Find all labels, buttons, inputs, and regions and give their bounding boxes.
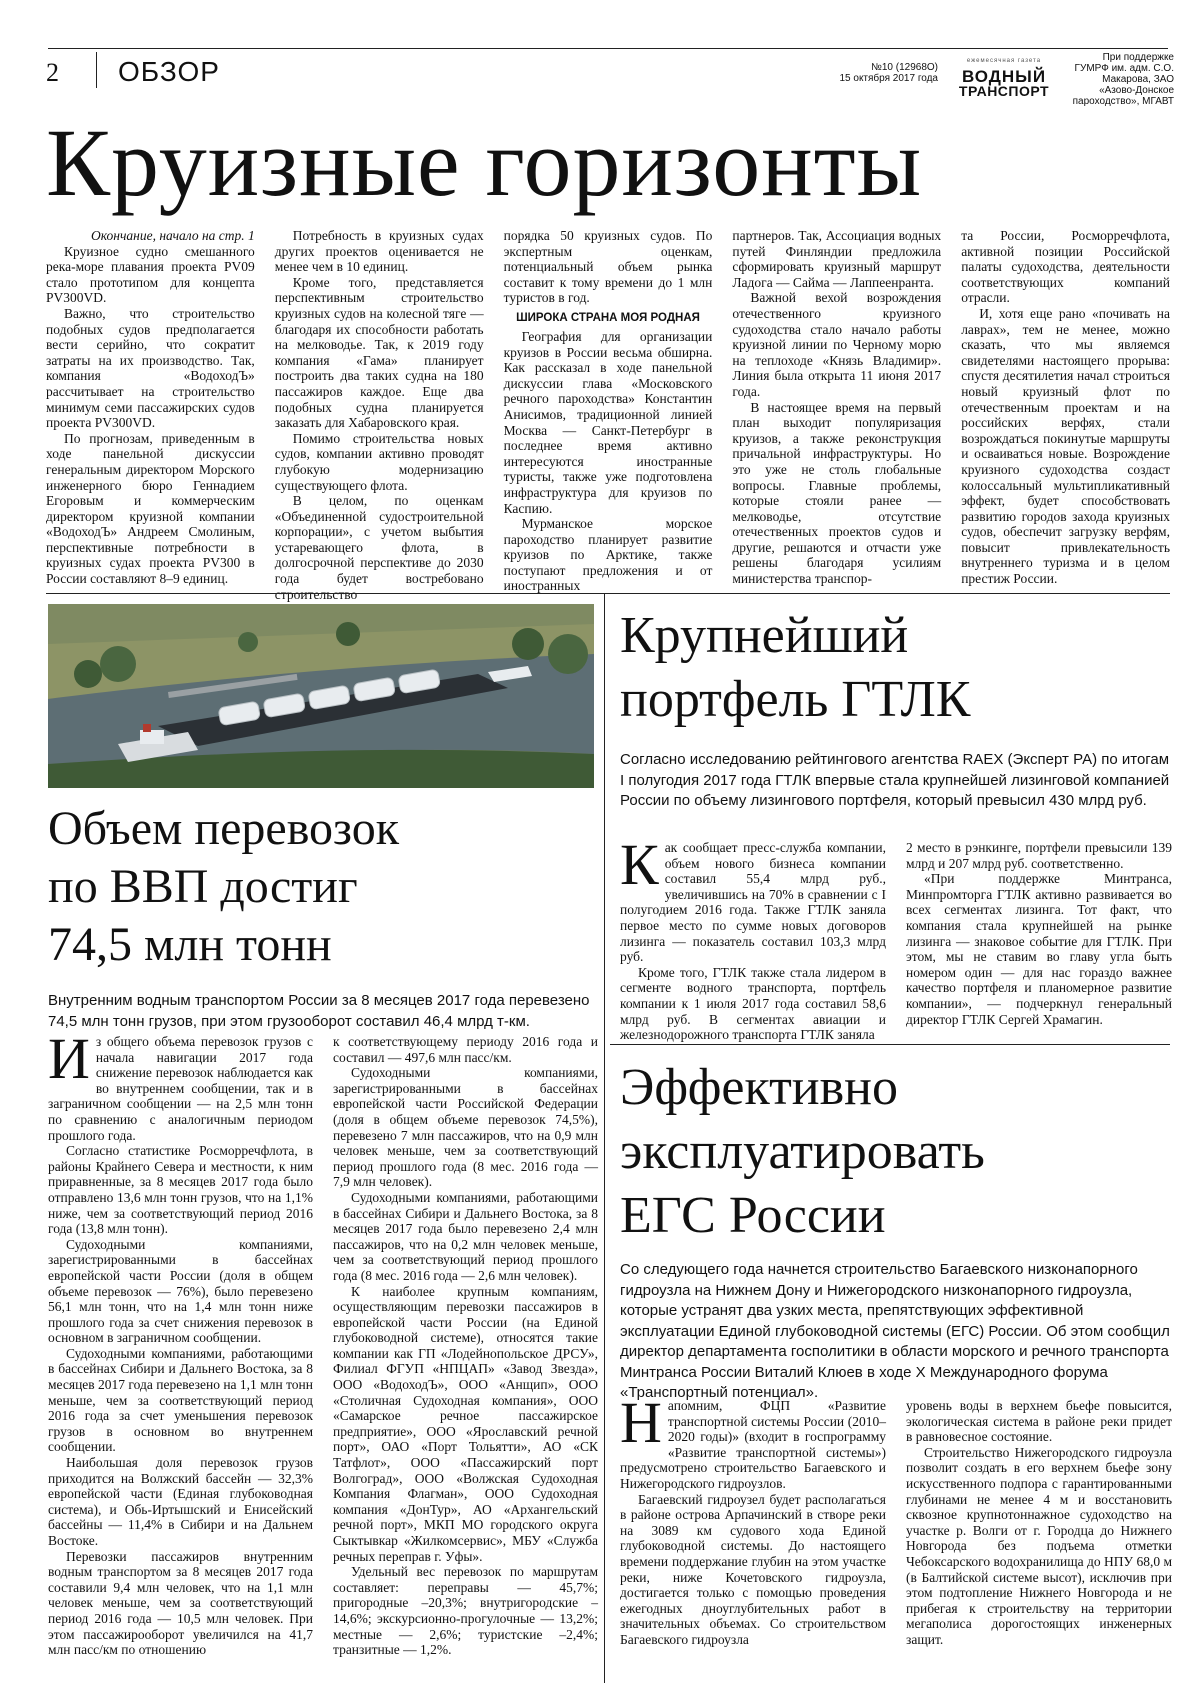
issue-number: №10 (12968О)	[871, 62, 938, 73]
divider-horizontal	[610, 1044, 1170, 1045]
issue-info	[800, 62, 938, 84]
paragraph: Удельный вес перевозок по маршрутам составляет: переправы — 45,7%; пригородные –20,3%; внутригородские –14,6%; экскурсионно-прогулочные — 13,2%; местные — 2,6%; туристские –2,4%; транзитные — 1,2%.	[333, 1564, 598, 1658]
paragraph: Судоходными компаниями, работающими в бассейнах Сибири и Дальнего Востока, за 8 месяцев 2017 года перевезено на 1,1 млн тонн меньше, чем за соответствующий период 2016 года за счет уменьшения перевозок грузов в основном во внутреннем сообщении.	[48, 1345, 313, 1455]
drop-cap: И	[48, 1026, 90, 1091]
header-separator	[96, 52, 97, 88]
title-line: эксплуатировать	[620, 1123, 985, 1180]
page-number: 2	[46, 58, 59, 87]
paragraph: К наиболее крупным компаниям, осуществляющим перевозки пассажиров в европейской части России (на Единой глубоководной системе), относятся такие компании как ГП «Лодейнопольское ДРСУ», Филиал ФГУП «НПЦАП» «Завод Звезда», ООО «ВодоходЪ», ООО «Анщип», ООО «Столичная Судоходная компания», ООО «Самарское речное пассажирское предприятие», ООО «Ярославский речной порт», ОАО «Порт Тольятти», АО «СК Татфлот», ООО «Пассажирский порт Волгоград», ООО «Волжская Судоходная Компания Флагман», ООО Судоходная компания «ДонТур», АО «Архангельский речной порт», МКП МО городского округа Сыктывкар «Жилкомсервис», МБУ «Служба речных переправ г. Уфы».	[333, 1283, 598, 1564]
title-line: ЕГС России	[620, 1187, 886, 1244]
paragraph: та России, Росморречфлота, активной позиции Российской палаты судоходства, деятельности соответствующих компаний отрасли.	[961, 228, 1170, 306]
section-title: ОБЗОР	[118, 56, 220, 87]
title-line: Крупнейший	[620, 607, 909, 664]
article-lead-egs: Со следующего года начнется строительство Багаевского низконапорного гидроузла на Нижнем Дону и Нижегородского низконапорного гидроузла, которые устранят два узких места, препятствующих эффективной эксплуатации Единой глубоководной системы (ЕГС) России. Об этом сообщил директор департамента госполитики в области морского и речного транспорта Минтранса России Виталий Клюев в ходе X Международного форума «Транспортный потенциал».	[620, 1261, 1170, 1401]
article-column	[333, 1034, 598, 1684]
article-lead-gtlk: Согласно исследованию рейтингового агентства RAEX (Эксперт РА) по итогам I полугодия 2017 года ГТЛК впервые стала крупнейшей лизинговой компанией России по объему лизингового портфеля, который превысил 430 млрд руб.	[620, 751, 1170, 809]
title-line: 74,5 млн тонн	[48, 918, 332, 971]
divider-vertical	[604, 593, 605, 1683]
paragraph: 2 место в рэнкинге, портфели превысили 139 млрд и 207 млрд руб. соответственно.	[906, 840, 1172, 871]
paragraph: По прогнозам, приведенным в ходе панельной дискуссии генеральным директором Морского инженерного бюро Геннадием Егоровым и коммерческим директором круизной компании «ВодоходЪ» Андреем Смолиным, перспективные потребности в круизных судах проекта PV300 в России составляют 8–9 единиц.	[46, 430, 255, 587]
article-body-egs	[620, 1390, 1173, 1684]
article-column	[620, 832, 886, 1043]
paragraph: Как сообщает пресс-служба компании, объем нового бизнеса компании составил 55,4 млрд руб., увеличившись на 70% в сравнении с I полугодием 2016 года. Также ГТЛК заняла первое место по сумме новых договоров лизинга — показатель составил 103,3 млрд руб.	[620, 832, 886, 965]
article-title-egs	[620, 1056, 1180, 1248]
paragraph: Кроме того, ГТЛК также стала лидером в сегменте водного транспорта, портфель компании к 1 июля 2017 года составил 58,6 млрд руб. В сегментах авиации и железнодорожного транспорта ГТЛК заняла	[620, 964, 886, 1043]
article-body-cruise	[46, 228, 1170, 602]
paragraph: И, хотя еще рано «почивать на лаврах», тем не менее, можно сказать, что мы являемся свидетелями настоящего прорыва: спустя десятилетия начал строиться новый круизный флот по отечественным проектам и на российских верфях, стали возрождаться покинутые маршруты и осваиваться новые. Возрождение круизного судоходства создаст колоссальный мультипликативный эффект, будет способствовать развитию городов захода круизных судов, обеспечит загрузку верфям, повысит привлекательность внутреннего туризма и в целом престиж России.	[961, 305, 1170, 587]
paragraph: В целом, по оценкам «Объединенной судостроительной корпорации», с учетом выбытия устаревающего флота, в долгосрочной перспективе до 2030 года будет востребовано строительство	[274, 493, 484, 602]
title-line: портфель ГТЛК	[620, 671, 971, 728]
article-title-cruise: Круизные горизонты	[46, 109, 923, 216]
continuation-note: Окончание, начало на стр. 1	[90, 228, 255, 243]
title-line: Эффективно	[620, 1059, 899, 1116]
title-line: по ВВП достиг	[48, 860, 358, 913]
paragraph: Мурманское морское пароходство планирует развитие круизов по Арктике, также поступают предложения и от иностранных	[503, 516, 713, 594]
paragraph: Помимо строительства новых судов, компании активно проводят глубокую модернизацию существующего флота.	[274, 430, 484, 493]
paragraph: Строительство Нижегородского гидроузла позволит создать в его верхнем бьефе зону искусственного подпора с гарантированными глубинами не менее 4 м и восстановить сквозное крупнотоннажное судоходство на участке р. Волги от г. Городца до Нижнего Новгорода без подъема отметки Чебоксарского водохранилища до НПУ 68,0 м (в Балтийской системе высот), исключив при этом подтопление Нижнего Новгорода и не прибегая к строительству на территории мегаполиса дорогостоящих инженерных защит.	[906, 1444, 1173, 1647]
article-column	[906, 1398, 1172, 1684]
logo-line-2: ТРАНСПОРТ	[958, 83, 1050, 99]
title-line: Объем перевозок	[48, 802, 400, 855]
paragraph: Багаевский гидроузел будет располагаться в районе острова Арпачинский в створе реки на 3089 км судового хода Единой глубоководной системы. До настоящего времени поддержание глубин на этом участке реки, ниже Кочетовского гидроузла, достигается только с помощью проведения ежегодных дноуглубительных работ в значительных объемах. Со строительством Багаевского гидроузла	[620, 1491, 886, 1647]
article-column	[46, 228, 255, 586]
paragraph: Из общего объема перевозок грузов с начала навигации 2017 года снижение перевозок наблюдается как во внутреннем сообщении, так и в заграничном сообщении — на 2,5 млн тонн по сравнению с аналогичным периодом прошлого года.	[48, 1026, 313, 1143]
article-body-gtlk	[620, 832, 1172, 1043]
article-lead-volume: Внутренним водным транспортом России за 8 месяцев 2017 года перевезено 74,5 млн тонн грузов, при этом грузооборот составил 46,4 млрд т-км.	[48, 992, 590, 1030]
logo-line-1: ВОДНЫЙ	[961, 67, 1047, 86]
paragraph: География для организации круизов в России весьма обширна. Как рассказал в ходе панельной дискуссии глава «Московского речного пароходства» Константин Анисимов, традиционной линией Москва — Санкт-Петербург в последнее время активно интересуются иностранные туристы, также уже подготовлена инфраструктура для круизов по Каспию.	[503, 328, 713, 516]
newspaper-logo	[950, 54, 1058, 99]
article-column	[620, 1390, 886, 1684]
article-column	[503, 228, 713, 594]
header-rule	[48, 48, 1168, 49]
paragraph: Согласно статистике Росморречфлота, в районы Крайнего Севера и местности, к ним приравненные, за 8 месяцев 2017 года было отправлено 13,6 млн тонн грузов, что на 1,1% ниже, чем за соответствующий период 2016 года (13,8 млн тонн).	[48, 1143, 313, 1237]
article-column	[274, 228, 484, 602]
paragraph: Важно, что строительство подобных судов предполагается вести серийно, что сократит затраты на их производство. Так, компания «ВодоходЪ» рассчитывает на строительство минимум семи пассажирских судов проекта PV300VD.	[46, 305, 255, 431]
article-title-volume	[48, 800, 598, 974]
paragraph: Судоходными компаниями, работающими в бассейнах Сибири и Дальнего Востока, за 8 месяцев 2017 года было перевезено 2,4 млн пассажиров, что на 0,2 млн человек меньше, чем за соответствующий период прошлого года (8 мес. 2016 года — 2,6 млн человек).	[333, 1189, 598, 1283]
drop-cap: Н	[620, 1390, 662, 1455]
paragraph: «При поддержке Минтранса, Минпромторга ГТЛК активно развивается во всех сегментах лизинга. Тот факт, что компания стала крупнейшей на рынке лизинга — знаковое событие для ГТЛК. При этом, мы не ставим во главу угла быть номером один — для нас гораздо важнее качество портфеля и планомерное развитие компании», — подчеркнул генеральный директор ГТЛК Сергей Храмагин.	[906, 871, 1172, 1027]
logo-tagline: ежемесячная газета	[966, 58, 1042, 64]
paragraph: Судоходными компаниями, зарегистрированными в бассейнах европейской части Российской Федерации (доля в общем объеме перевозок 74,5%), перевезено 7 млн пассажиров, что на 0,9 млн человек меньше, чем за соответствующий период прошлого года (8 мес. 2016 года — 7,9 млн человек).	[333, 1065, 598, 1190]
paragraph: порядка 50 круизных судов. По экспертным оценкам, потенциальный объем рынка составит к тому времени до 1 млн туристов в год.	[503, 228, 713, 306]
article-title-gtlk	[620, 604, 1180, 732]
sponsor-note: При поддержке ГУМРФ им. адм. С.О. Макарова, ЗАО «Азово-Донское пароходство», МГАВТ	[1072, 52, 1174, 107]
paragraph: Наибольшая доля перевозок грузов приходится на Волжский бассейн — 32,3% европейской части (Единая глубоководная система), и Обь-Иртышский и Енисейский бассейны — 11,4% в Сибири и на Дальнем Востоке.	[48, 1455, 313, 1548]
paragraph: В настоящее время на первый план выходит популяризация круизов, а также реконструкция причальной инфраструктуры. Но это уже не столь глобальные вопросы. Главные проблемы, которые стояли ранее — мелководье, отсутствие отечественных проектов судов и другие, решаются и отчасти уже решены благодаря усилиям министерства транспор-	[732, 399, 942, 587]
paragraph: Напомним, ФЦП «Развитие транспортной системы России (2010–2020 годы)» (входит в госпрограмму «Развитие транспортной системы») предусмотрено строительство Багаевского и Нижегородского гидроузлов.	[620, 1390, 886, 1491]
paragraph: к соответствующему периоду 2016 года и составил — 497,6 млн пасс/км.	[333, 1034, 598, 1065]
paragraph: Перевозки пассажиров внутренним водным транспортом за 8 месяцев 2017 года составили 9,4 млн человек, что на 1,1 млн человек меньше, чем за соответствующий период 2016 года — 10,5 млн человек. При этом пассажирооборот увеличился на 41,7 млн пасс/км по отношению	[48, 1548, 313, 1658]
paragraph: Круизное судно смешанного река-море плавания проекта PV09 стало прототипом для концепта PV300VD.	[46, 243, 255, 306]
subheading: ШИРОКА СТРАНА МОЯ РОДНАЯ	[516, 311, 700, 324]
article-column	[906, 840, 1172, 1036]
paragraph: Потребность в круизных судах других проектов оценивается не менее чем в 10 единиц.	[274, 228, 484, 275]
divider-horizontal	[46, 593, 1170, 594]
paragraph: партнеров. Так, Ассоциация водных путей Финляндии предложила сформировать круизный маршрут Ладога — Сайма — Лаппеенранта.	[732, 228, 942, 290]
article-column	[732, 228, 941, 586]
article-column	[961, 228, 1170, 586]
paragraph: Важной вехой возрождения отечественного круизного судоходства стало начало работы круизной линии по Черному морю на теплоходе «Князь Владимир». Линия была открыта 11 июня 2017 года.	[732, 290, 942, 399]
paragraph: Кроме того, представляется перспективным строительство круизных судов на колесной тяге — благодаря их способности работать на мелководье. Так, к 2019 году компания «Гама» планирует построить два таких судна на 180 пассажиров каждое. Еще два подобных судна планируется заказать для Хабаровского края.	[274, 274, 484, 431]
paragraph: уровень воды в верхнем бьефе повысится, экологическая система в районе реки придет в равновесное состояние.	[906, 1398, 1172, 1445]
article-column	[48, 1026, 313, 1684]
river-barge-photo	[48, 604, 594, 788]
paragraph: Судоходными компаниями, зарегистрированными в бассейнах европейской части России (доля в общем объеме перевозок — 76%), было перевезено 56,1 млн тонн, что на 1,4 млн тонн ниже прошлого года за счет снижения перевозок в основном в заграничном сообщении.	[48, 1236, 313, 1346]
drop-cap: К	[620, 832, 659, 897]
article-body-volume	[48, 1026, 598, 1684]
issue-date: 15 октября 2017 года	[839, 73, 938, 84]
